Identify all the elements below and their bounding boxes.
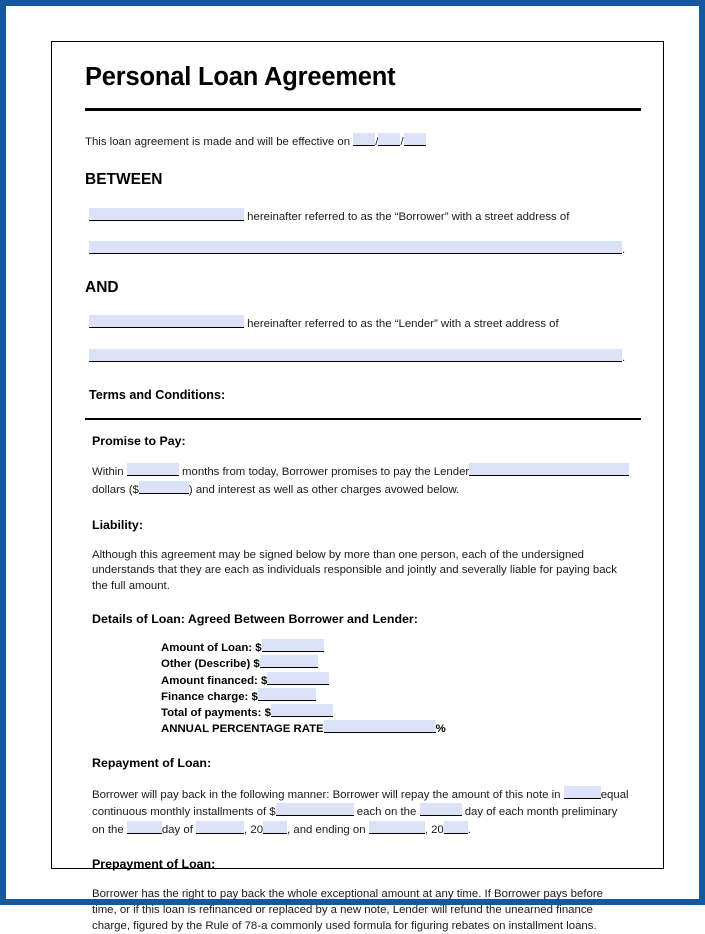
detail-label-total-of-payments: Total of payments: $ xyxy=(161,706,271,719)
finance-charge-field[interactable] xyxy=(258,688,316,701)
other-describe-field[interactable] xyxy=(260,655,318,668)
repayment-text-7: , and ending on xyxy=(287,823,366,836)
borrower-clause-label: hereinafter referred to as the “Borrower” with a street address of xyxy=(247,210,570,223)
end-year-field[interactable] xyxy=(444,821,468,834)
end-month-field[interactable] xyxy=(369,821,425,834)
repayment-text-9: . xyxy=(467,823,471,836)
detail-label-annual-percentage-rate: ANNUAL PERCENTAGE RATE xyxy=(161,723,324,736)
detail-row-finance-charge xyxy=(161,688,641,704)
detail-label-finance-charge: Finance charge: $ xyxy=(161,690,258,703)
repayment-text-2: equal continuous monthly installments of $ xyxy=(92,788,629,819)
effective-date-month-field[interactable] xyxy=(353,133,375,146)
prepayment-of-loan-text: Borrower has the right to pay back the whole exceptional amount at any time. If Borrower pays before time, or if this loan is refinanced or replaced by a new note, Lender will refund the unearned finance charge, figured by the Rule of 78-a commonly used formula for figuring rebates on installment loans. xyxy=(92,888,603,932)
payment-day-field[interactable] xyxy=(420,803,462,816)
terms-divider xyxy=(85,418,641,420)
prepayment-of-loan-heading: Prepayment of Loan: xyxy=(92,857,216,872)
effective-date-label: This loan agreement is made and will be effective on xyxy=(85,136,351,149)
detail-row-total-of-payments xyxy=(161,704,641,720)
promise-text-1: Within xyxy=(92,466,124,479)
promise-to-pay-heading: Promise to Pay: xyxy=(92,433,186,448)
promise-text-4: ) and interest as well as other charges avowed below. xyxy=(188,484,460,497)
amount-of-loan-field[interactable] xyxy=(262,639,324,652)
loan-term-months-field[interactable] xyxy=(127,463,179,476)
amount-financed-field[interactable] xyxy=(267,672,329,685)
promise-text-3: dollars ($ xyxy=(92,484,139,497)
repayment-of-loan-heading: Repayment of Loan: xyxy=(92,755,212,770)
annual-percentage-rate-field[interactable] xyxy=(324,720,436,733)
liability-heading: Liability: xyxy=(92,517,143,532)
detail-row-other-describe xyxy=(161,655,641,671)
effective-date-year-field[interactable] xyxy=(404,133,426,146)
detail-label-other-describe: Other (Describe) $ xyxy=(161,658,260,671)
lender-name-line xyxy=(85,315,641,333)
detail-label-amount-of-loan: Amount of Loan: $ xyxy=(161,642,262,655)
detail-label-amount-financed: Amount financed: $ xyxy=(161,674,268,687)
detail-row-amount-financed xyxy=(161,672,641,688)
document-body xyxy=(85,63,641,934)
promise-to-pay-text xyxy=(85,463,641,498)
lender-address-period: . xyxy=(622,351,626,364)
document-page xyxy=(51,41,664,932)
borrower-name-line xyxy=(85,208,641,226)
liability-text: Although this agreement may be signed below by more than one person, each of the undersigned understands that they are each as individuals responsible and jointly and severally liable for paying back the full amount. xyxy=(92,548,617,592)
and-heading: AND xyxy=(85,278,119,296)
page-title: Personal Loan Agreement xyxy=(85,63,396,91)
borrower-name-field[interactable] xyxy=(89,208,244,221)
repayment-text-6: , 20 xyxy=(244,823,264,836)
total-of-payments-field[interactable] xyxy=(271,704,333,717)
repayment-text-8: , 20 xyxy=(424,823,444,836)
loan-details-list xyxy=(85,639,641,737)
start-day-field[interactable] xyxy=(127,821,162,834)
terms-and-conditions-heading: Terms and Conditions: xyxy=(89,388,226,403)
lender-name-field[interactable] xyxy=(89,315,244,328)
repayment-text-4: day of each month preliminary on the xyxy=(92,806,618,836)
loan-amount-words-field[interactable] xyxy=(469,463,629,476)
lender-clause-label: hereinafter referred to as the “Lender” with a street address of xyxy=(247,318,559,331)
repayment-of-loan-text xyxy=(85,786,632,839)
detail-row-amount-of-loan xyxy=(161,639,641,655)
between-heading: BETWEEN xyxy=(85,170,163,188)
installment-amount-field[interactable] xyxy=(276,803,354,816)
start-month-field[interactable] xyxy=(196,821,244,834)
repayment-text-5: day of xyxy=(161,823,193,836)
title-divider xyxy=(85,108,641,111)
effective-date-line xyxy=(85,133,641,151)
detail-row-annual-percentage-rate xyxy=(161,720,641,737)
details-of-loan-heading: Details of Loan: Agreed Between Borrower and Lender: xyxy=(92,612,418,627)
apr-percent-symbol: % xyxy=(435,723,446,736)
number-of-installments-field[interactable] xyxy=(564,786,601,799)
date-separator-1: / xyxy=(375,136,379,149)
repayment-text-1: Borrower will pay back in the following manner: Borrower will repay the amount of this note in xyxy=(92,788,561,801)
repayment-text-3: each on the xyxy=(356,806,417,819)
lender-address-line xyxy=(85,349,641,367)
start-year-field[interactable] xyxy=(263,821,287,834)
borrower-address-period: . xyxy=(622,244,626,257)
date-separator-2: / xyxy=(400,136,404,149)
promise-text-2: months from today, Borrower promises to pay the Lender xyxy=(182,466,470,479)
effective-date-day-field[interactable] xyxy=(378,133,400,146)
borrower-address-field[interactable] xyxy=(89,241,622,254)
loan-amount-numeric-field[interactable] xyxy=(139,481,189,494)
lender-address-field[interactable] xyxy=(89,349,622,362)
borrower-address-line xyxy=(85,241,641,259)
